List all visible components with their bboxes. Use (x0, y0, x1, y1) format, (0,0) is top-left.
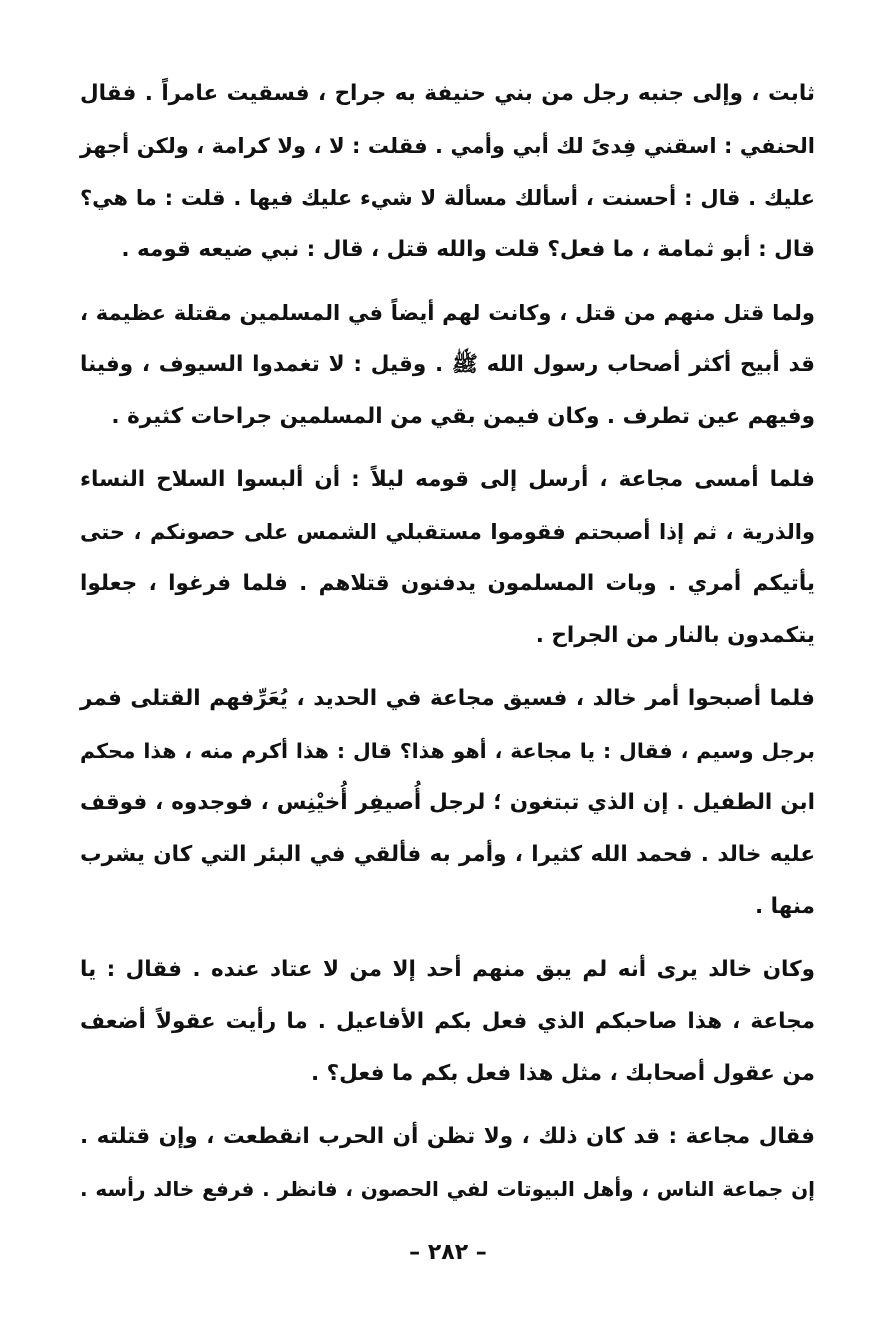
text-line: برجل وسيم ، فقال : يا مجاعة ، أهو هذا؟ قال : هذا أكرم منه ، هذا محكم (80, 739, 815, 763)
book-page-text (80, 68, 815, 1226)
text-line: إن جماعة الناس ، وأهل البيوتات لفي الحصون ، فانظر . فرفع خالد رأسه . (80, 1177, 815, 1201)
text-line: عليه خالد . فحمد الله كثيرا ، وأمر به فألقي في البئر التي كان يشرب (80, 842, 815, 867)
page-number: – ٢٨٢ – (409, 1240, 487, 1265)
paragraph-5 (80, 944, 815, 1100)
text-line: فقال مجاعة : قد كان ذلك ، ولا تظن أن الحرب انقطعت ، وإن قتلته . (80, 1124, 815, 1149)
text-line: مجاعة ، هذا صاحبكم الذي فعل بكم الأفاعيل . ما رأيت عقولاً أضعف (80, 1009, 815, 1034)
text-line: وفيهم عين تطرف . وكان فيمن بقي من المسلمين جراحات كثيرة . (111, 404, 815, 429)
text-line: منها . (754, 894, 815, 919)
paragraph-2 (80, 287, 815, 443)
text-line: يتكمدون بالنار من الجراح . (535, 623, 815, 648)
text-line: الحنفي : اسقني فِدىً لك أبي وأمي . فقلت : لا ، ولا كرامة ، ولكن أجهز (80, 134, 815, 158)
text-line: فلما أصبحوا أمر خالد ، فسيق مجاعة في الحديد ، يُعَرِّفهم القتلى فمر (80, 686, 815, 711)
text-line: قد أبيح أكثر أصحاب رسول الله ﷺ . وقيل : لا تغمدوا السيوف ، وفينا (80, 352, 815, 377)
paragraph-3 (80, 454, 815, 662)
text-line: من عقول أصحابك ، مثل هذا فعل بكم ما فعل؟ . (310, 1061, 815, 1086)
text-line: قال : أبو ثمامة ، ما فعل؟ قلت والله قتل ، قال : نبي ضيعه قومه . (121, 237, 815, 262)
text-line: فلما أمسى مجاعة ، أرسل إلى قومه ليلاً : أن ألبسوا السلاح النساء (80, 467, 815, 492)
text-line: والذرية ، ثم إذا أصبحتم فقوموا مستقبلي الشمس على حصونكم ، حتى (80, 520, 815, 544)
text-line: ولما قتل منهم من قتل ، وكانت لهم أيضاً في المسلمين مقتلة عظيمة ، (80, 301, 815, 325)
paragraph-6 (80, 1111, 815, 1215)
paragraph-4 (80, 673, 815, 933)
text-line: ثابت ، وإلى جنبه رجل من بني حنيفة به جراح ، فسقيت عامراً . فقال (80, 81, 815, 106)
paragraph-1 (80, 68, 815, 276)
text-line: عليك . قال : أحسنت ، أسألك مسألة لا شيء عليك فيها . قلت : ما هي؟ (80, 186, 815, 210)
text-line: يأتيكم أمري . وبات المسلمون يدفنون قتلاهم . فلما فرغوا ، جعلوا (80, 571, 815, 596)
text-line: وكان خالد يرى أنه لم يبق منهم أحد إلا من لا عتاد عنده . فقال : يا (80, 957, 815, 982)
text-line: ابن الطفيل . إن الذي تبتغون ؛ لرجل أُصيفِر أُخيْنِس ، فوجدوه ، فوقف (80, 790, 815, 815)
